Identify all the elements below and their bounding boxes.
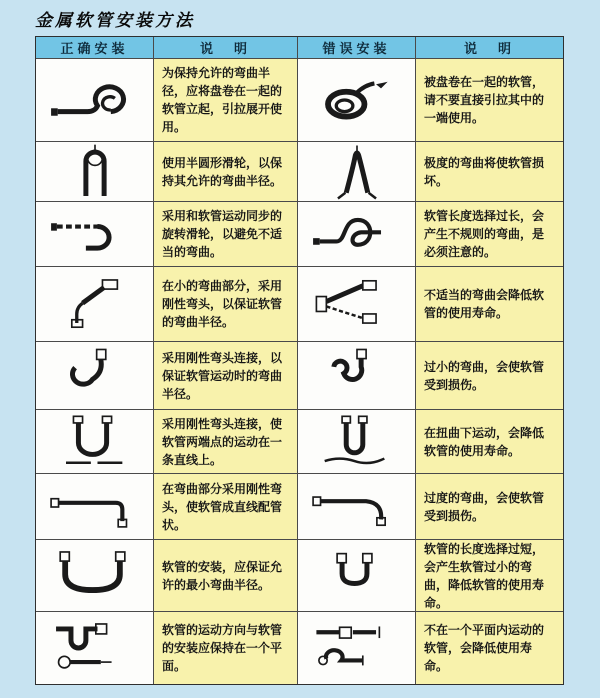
wrong-description: 极度的弯曲将使软管损坏。 [416, 142, 563, 202]
overlong-looped-hose-illustration [308, 205, 406, 263]
wide-u-hose-illustration [46, 547, 144, 605]
wrong-description: 不在一个平面内运动的软管，会降低使用寿命。 [416, 612, 563, 684]
overbent-long-hose-illustration [308, 478, 406, 536]
wrong-description: 在扭曲下运动，会降低软管的使用寿命。 [416, 410, 563, 474]
too-small-bend-hose-illustration [308, 347, 406, 405]
u-hose-inline-motion-illustration [46, 413, 144, 471]
correct-illustration-cell [36, 540, 154, 612]
table-row [36, 540, 563, 612]
wrong-illustration-cell [298, 612, 416, 684]
correct-description: 采用刚性弯头连接，以保证软管运动时的弯曲半径。 [154, 342, 298, 410]
wrong-illustration-cell [298, 540, 416, 612]
improper-bend-hose-illustration [308, 275, 406, 333]
rigid-elbow-connection-curve-illustration [46, 347, 144, 405]
wrong-illustration-cell [298, 142, 416, 202]
wrong-illustration-cell [298, 342, 416, 410]
correct-description: 在弯曲部分采用刚性弯头，使软管成直线配管状。 [154, 474, 298, 540]
table-row [36, 410, 563, 474]
correct-description: 在小的弯曲部分，采用刚性弯头，以保证软管的弯曲半径。 [154, 267, 298, 342]
correct-illustration-cell [36, 267, 154, 342]
wrong-description: 过小的弯曲，会使软管受到损伤。 [416, 342, 563, 410]
table-row [36, 142, 563, 202]
wrong-illustration-cell [298, 474, 416, 540]
hose-on-semicircular-pulley-illustration [46, 143, 144, 201]
correct-illustration-cell [36, 410, 154, 474]
correct-description: 采用刚性弯头连接，使软管两端点的运动在一条直线上。 [154, 410, 298, 474]
wrong-illustration-cell [298, 59, 416, 142]
correct-description: 软管的运动方向与软管的安装应保持在一个平面。 [154, 612, 298, 684]
table-row [36, 474, 563, 540]
correct-description: 为保持允许的弯曲半径，应将盘卷在一起的软管立起，引拉展开使用。 [154, 59, 298, 142]
table-row [36, 202, 563, 267]
header-correct-installation: 正确安装 [36, 37, 154, 59]
wrong-description: 软管的长度选择过短，会产生软管过小的弯曲，降低软管的使用寿命。 [416, 540, 563, 612]
wrong-description: 不适当的弯曲会降低软管的使用寿命。 [416, 267, 563, 342]
correct-illustration-cell [36, 202, 154, 267]
wrong-description: 软管长度选择过长，会产生不规则的弯曲，是必须注意的。 [416, 202, 563, 267]
wrong-illustration-cell [298, 410, 416, 474]
hose-with-rotating-pulleys-illustration [46, 205, 144, 263]
hose-out-of-plane-assembly-illustration [308, 619, 406, 677]
header-wrong-installation: 错误安装 [298, 37, 416, 59]
correct-description: 软管的安装，应保证允许的最小弯曲半径。 [154, 540, 298, 612]
correct-description: 采用和软管运动同步的旋转滑轮，以避免不适当的弯曲。 [154, 202, 298, 267]
correct-illustration-cell [36, 142, 154, 202]
correct-description: 使用半圆形滑轮，以保持其允许的弯曲半径。 [154, 142, 298, 202]
wrong-description: 被盘卷在一起的软管，请不要直接引拉其中的一端使用。 [416, 59, 563, 142]
rigid-elbow-small-bend-illustration [46, 275, 144, 333]
correct-illustration-cell [36, 342, 154, 410]
installation-table [35, 36, 564, 685]
table-row [36, 612, 563, 684]
pulled-coil-hose-illustration [308, 71, 406, 129]
standing-coil-hose-illustration [46, 71, 144, 129]
sharply-kinked-hose-illustration [308, 143, 406, 201]
wrong-illustration-cell [298, 202, 416, 267]
table-row [36, 342, 563, 410]
correct-illustration-cell [36, 474, 154, 540]
header-wrong-description: 说 明 [416, 37, 563, 59]
correct-illustration-cell [36, 612, 154, 684]
twisted-u-hose-illustration [308, 413, 406, 471]
straight-hose-rigid-elbow-illustration [46, 478, 144, 536]
table-header-row [36, 37, 563, 59]
hose-in-plane-assembly-illustration [46, 619, 144, 677]
wrong-description: 过度的弯曲，会使软管受到损伤。 [416, 474, 563, 540]
header-correct-description: 说 明 [154, 37, 298, 59]
table-row [36, 59, 563, 142]
correct-illustration-cell [36, 59, 154, 142]
table-row [36, 267, 563, 342]
short-narrow-u-hose-illustration [308, 547, 406, 605]
page-title: 金属软管安装方法 [35, 11, 195, 31]
wrong-illustration-cell [298, 267, 416, 342]
